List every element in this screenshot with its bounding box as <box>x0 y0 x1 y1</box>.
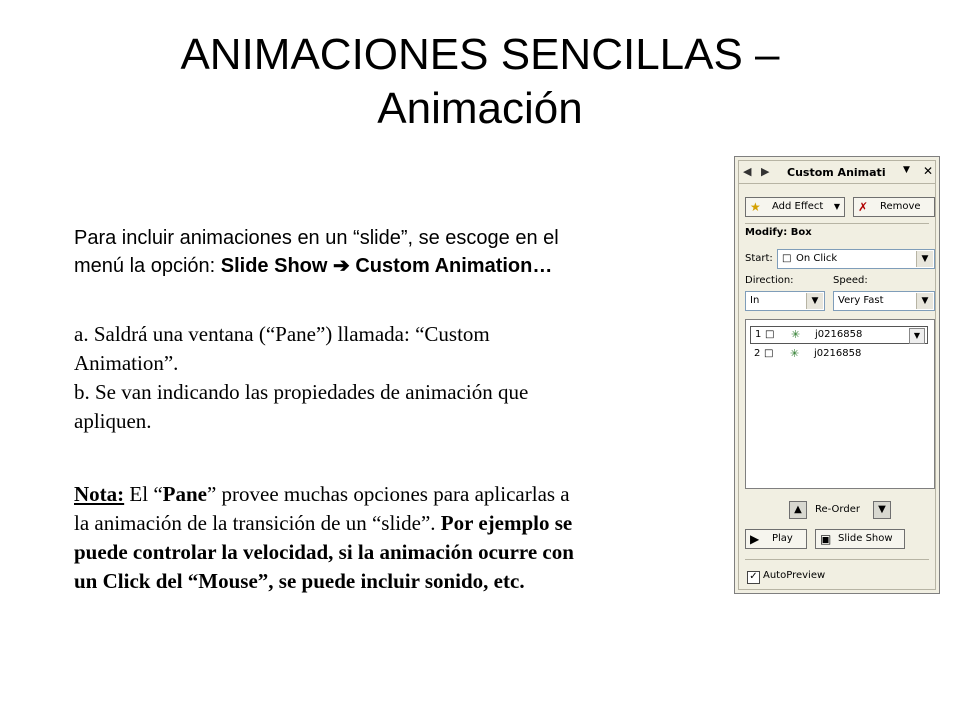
add-effect-button[interactable] <box>745 197 845 217</box>
item-chevron-icon[interactable]: ▼ <box>909 328 925 344</box>
direction-label: Direction: <box>745 275 794 286</box>
remove-button[interactable] <box>853 197 935 217</box>
play-label: Play <box>772 533 793 544</box>
list-item[interactable] <box>750 326 928 344</box>
add-effect-chevron-icon: ▼ <box>833 202 840 211</box>
intro-line2 <box>74 252 734 280</box>
step-a-line1: a. Saldrá una ventana (“Pane”) llamada: “Custom <box>74 322 490 346</box>
mouse-icon: □ <box>782 253 792 264</box>
direction-chevron-icon: ▼ <box>806 293 823 309</box>
nota-bold2: puede controlar la velocidad, si la animación ocurre con <box>74 540 574 564</box>
animation-list[interactable] <box>745 319 935 489</box>
remove-label: Remove <box>880 201 921 212</box>
star-icon: ★ <box>750 200 761 214</box>
slide-show-button[interactable] <box>815 529 905 549</box>
custom-animation-pane <box>734 156 940 594</box>
autopreview-checkbox[interactable]: ✓ <box>747 571 760 584</box>
forward-arrow-icon[interactable]: ▶ <box>761 165 770 178</box>
play-icon: ▶ <box>750 532 760 546</box>
nota-line2 <box>74 509 734 538</box>
step-b-line1: b. Se van indicando las propiedades de animación que <box>74 380 529 404</box>
item-number: 1 <box>755 329 762 340</box>
move-up-icon[interactable]: ▲ <box>789 501 807 519</box>
start-label: Start: <box>745 253 773 264</box>
reorder-bar <box>739 501 935 521</box>
nota-t1: El “ <box>124 482 163 506</box>
intro-prefix: menú la opción: <box>74 255 221 277</box>
slide-show-icon: ▣ <box>820 532 832 546</box>
speed-value: Very Fast <box>838 295 884 306</box>
divider <box>745 223 929 224</box>
remove-icon: ✗ <box>858 200 869 214</box>
intro-text <box>74 224 734 280</box>
item-number: 2 <box>754 348 761 359</box>
pane-title: Custom Animati <box>787 166 886 179</box>
mouse-icon: □ <box>765 329 775 340</box>
speed-label: Speed: <box>833 275 868 286</box>
intro-line1: Para incluir animaciones en un “slide”, se escoge en el <box>74 227 559 249</box>
pane-body <box>738 160 936 590</box>
start-select[interactable] <box>777 249 935 269</box>
nota-line1 <box>74 480 734 509</box>
speed-select[interactable] <box>833 291 935 311</box>
list-item[interactable] <box>750 346 928 364</box>
item-name: j0216858 <box>815 329 863 340</box>
back-arrow-icon[interactable]: ◀ <box>743 165 752 178</box>
start-chevron-icon: ▼ <box>916 251 933 267</box>
speed-chevron-icon: ▼ <box>916 293 933 309</box>
slide-show-label: Slide Show <box>838 533 893 544</box>
nota-label: Nota: <box>74 482 125 506</box>
nota-line2-text: la animación de la transición de un “slide”. <box>74 511 441 535</box>
divider <box>745 559 929 560</box>
modify-label: Modify: Box <box>745 227 812 238</box>
step-a-line2: Animation”. <box>74 351 179 375</box>
mouse-icon: □ <box>764 348 774 359</box>
reorder-label: Re-Order <box>815 504 860 515</box>
add-effect-label: Add Effect <box>772 201 824 212</box>
slide-title-line2: Animación <box>377 84 583 133</box>
start-value: On Click <box>796 253 838 264</box>
autopreview-label: AutoPreview <box>763 570 826 581</box>
direction-select[interactable] <box>745 291 825 311</box>
item-name: j0216858 <box>814 348 862 359</box>
menu-path: Slide Show ➔ Custom Animation… <box>220 255 553 277</box>
nota-t2: ” provee muchas opciones para aplicarlas a <box>206 482 570 506</box>
slide-title <box>0 28 960 136</box>
effect-star-icon: ✳ <box>790 347 800 360</box>
chevron-down-icon[interactable]: ▼ <box>903 165 910 175</box>
direction-value: In <box>750 295 760 306</box>
nota-bold1: Por ejemplo se <box>440 511 573 535</box>
nota-text <box>74 480 734 596</box>
nota-bold3: un Click del “Mouse”, se puede incluir sonido, etc. <box>74 569 525 593</box>
play-button[interactable] <box>745 529 807 549</box>
step-b-line2: apliquen. <box>74 409 152 433</box>
close-icon[interactable]: ✕ <box>923 164 934 178</box>
effect-star-icon: ✳ <box>791 328 801 341</box>
slide-title-line1: ANIMACIONES SENCILLAS – <box>180 30 780 79</box>
move-down-icon[interactable]: ▼ <box>873 501 891 519</box>
pane-header <box>739 161 935 184</box>
steps-text <box>74 320 734 436</box>
nota-pane: Pane <box>162 482 207 506</box>
